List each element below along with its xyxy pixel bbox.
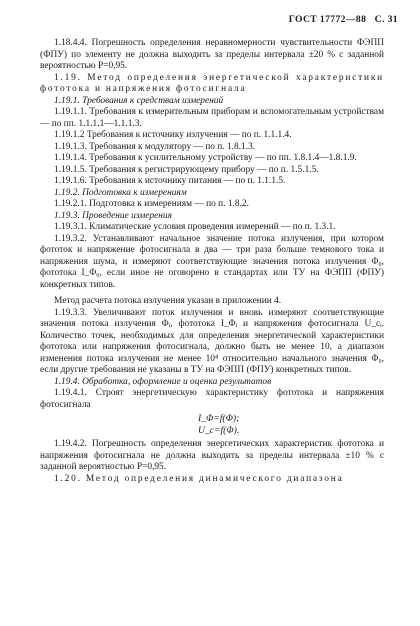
paragraph-1-19-1-6: 1.19.1.6. Требования к источнику питания — по п. 1.1.1.5. [54,176,286,186]
paragraph-1-19-1-5: 1.19.1.5. Требования к регистрирующему прибору — по п. 1.5.1.5. [54,164,319,175]
paragraph-1-19-3-3: 1.19.3.3. Увеличивают поток излучения и вновь измеряют соответствующие значения потока излучения Φᵢ, фототока I_Φᵢ и напряжения фотосигнала U_сᵢ. Количество точек, необходимых для определения энергетической характеристики фототока или напряжения фотосигнала, должно быть не менее 10, а диапазон изменения потока излучения не менее 10⁴ относительно начального значения Φ₀, если другие требования не указаны в ТУ на ФЭПП (ФПУ) конкретных типов. [40,307,384,375]
subheading-1-19-2: 1.19.2. Подготовка к измерениям [54,187,187,198]
paragraph-1-19-2-1: 1.19.2.1. Подготовка к измерениям — по п. 1.8.2. [54,199,249,209]
paragraph-1-19-4-1: 1.19.4.1. Строят энергетическую характеристику фототока и напряжения фотосигнала [40,388,384,410]
standard-number: ГОСТ 17772—88 [288,14,367,25]
subheading-1-19-4: 1.19.4. Обработка, оформление и оценка результатов [54,376,272,387]
formula-block [40,413,384,437]
page-header [289,14,398,25]
section-heading-1-19: 1.19. Метод определения энергетической характеристики фототока и напряжения фотосигнала [40,72,384,94]
paragraph-1-19-4-2: 1.19.4.2. Погрешность определения энергетических характеристик фототока и напряжения фотосигнала не должна выходить за пределы интервала ±10 % с заданной вероятностью P=0,95. [40,439,384,472]
subheading-1-19-1: 1.19.1. Требования к средствам измерений [54,95,224,106]
paragraph-1-19-1-3: 1.19.1.3. Требования к модулятору — по п. 1.8.1.3. [54,141,256,152]
paragraph-1-19-1-1: 1.19.1.1. Требования к измерительным приборам и вспомогательным устройствам — по пп. 1.1.1.1—1.1.1.3. [40,107,384,129]
document-body [40,38,384,485]
paragraph-1-19-1-2: 1.19.1.2 Требования к источнику излучения — по п. 1.1.1.4. [54,130,292,140]
section-heading-1-20: 1.20. Метод определения динамического диапазона [54,473,344,484]
paragraph-1-19-3-1: 1.19.3.1. Климатические условия проведения измерений — по п. 1.3.1. [54,222,336,232]
formula-signal-voltage: U_c=f(Φ). [198,425,240,436]
paragraph-appendix-note: Метод расчета потока излучения указан в приложении 4. [54,296,282,306]
paragraph-1-19-1-4: 1.19.1.4. Требования к усилительному устройству — по пп. 1.8.1.4—1.8.1.9. [54,153,357,163]
page-number: С. 31 [374,14,398,25]
paragraph-1-18-4-4: 1.18.4.4. Погрешность определения неравномерности чувствительности ФЭПП (ФПУ) по элементу не должна выходить за пределы интервала ±20 % с заданной вероятностью P=0,95. [40,38,384,71]
paragraph-1-19-3-2: 1.19.3.2. Устанавливают начальное значение потока излучения, при котором фототок и напряжение фотосигнала в два — три раза больше темнового тока и напряжения шума, и измеряют соответствующие значения потока излучения Φ₀, фототока I_Φ₀, если иное не оговорено в стандартах или ТУ на ФЭПП (ФПУ) конкретных типов. [40,233,384,290]
formula-photocurrent: I_Φ=f(Φ); [198,413,240,424]
subheading-1-19-3: 1.19.3. Проведение измерения [54,210,172,221]
